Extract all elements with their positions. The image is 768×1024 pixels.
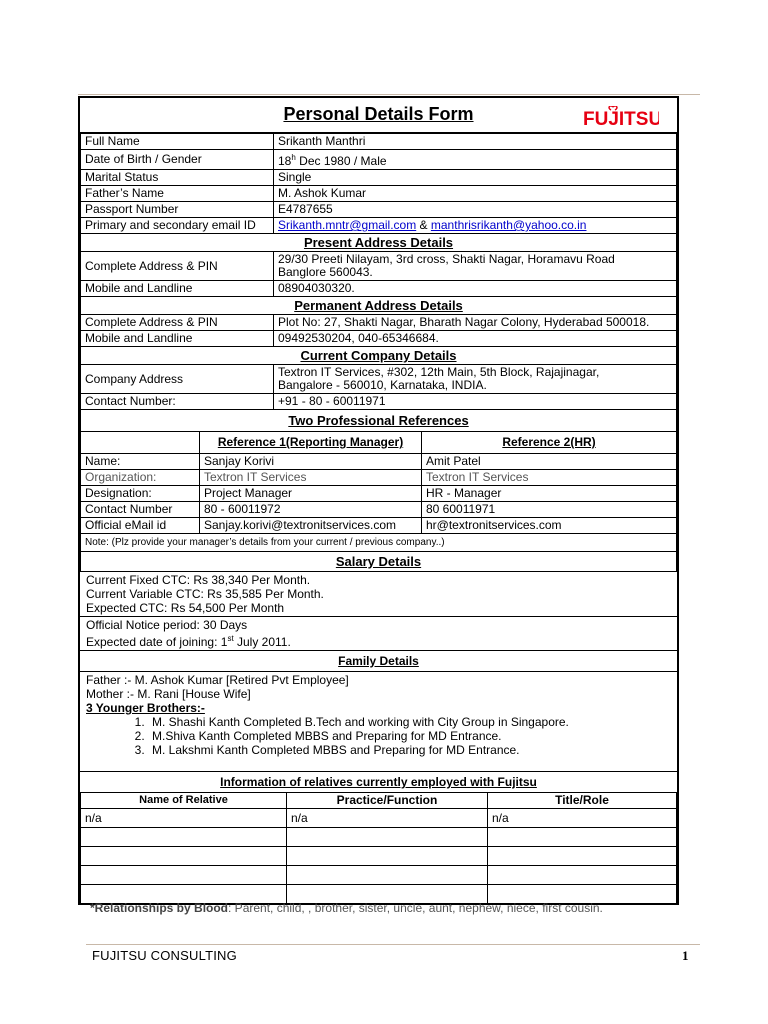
dob-day: 18 (278, 154, 292, 168)
label: Company Address (81, 365, 274, 394)
footnote-text: : Parent, child, , brother, sister, uncle, aunt, nephew, niece, first cousin. (228, 901, 603, 915)
table-row (81, 847, 677, 866)
value (274, 252, 677, 281)
salary-fixed: Current Fixed CTC: Rs 38,340 Per Month. (86, 573, 311, 587)
ref2-value: Textron IT Services (422, 470, 677, 486)
notice-block (80, 617, 677, 651)
section-heading-permanent: Permanent Address Details (81, 297, 677, 315)
value (274, 365, 677, 394)
col-practice-function: Practice/Function (287, 793, 488, 809)
ref2-value: hr@textronitservices.com (422, 518, 677, 534)
dob-rest: Dec 1980 / Male (295, 154, 387, 168)
value: Plot No: 27, Shakti Nagar, Bharath Nagar Colony, Hyderabad 500018. (274, 315, 677, 331)
dob-sup: h (291, 153, 296, 162)
section-heading-company: Current Company Details (81, 347, 677, 365)
joining-date (86, 632, 671, 649)
ref-row-organization (81, 470, 677, 486)
joining-pre: Expected date of joining: 1 (86, 635, 228, 649)
label: Mobile and Landline (81, 331, 274, 347)
present-heading-row (81, 234, 677, 252)
value: 08904030320. (274, 281, 677, 297)
label: Official eMail id (81, 518, 200, 534)
ref2-heading: Reference 2(HR) (422, 432, 677, 454)
row-email (81, 218, 677, 234)
company-heading-row (81, 347, 677, 365)
ref1-heading: Reference 1(Reporting Manager) (200, 432, 422, 454)
empty-cell (81, 847, 287, 866)
references-table (80, 432, 677, 572)
row-passport (81, 202, 677, 218)
label: Organization: (81, 470, 200, 486)
company-address-line1: Textron IT Services, #302, 12th Main, 5th Block, Rajajinagar, (278, 365, 600, 379)
relative-practice-cell: n/a (287, 809, 488, 828)
family-mother: Mother :- M. Rani [House Wife] (86, 687, 251, 701)
col-name-of-relative: Name of Relative (81, 793, 287, 809)
section-heading-references: Two Professional References (81, 410, 677, 432)
label: Contact Number: (81, 394, 274, 410)
ref-row-designation (81, 486, 677, 502)
row-company-address (81, 365, 677, 394)
notice-period: Official Notice period: 30 Days (86, 618, 248, 632)
relatives-table (80, 793, 677, 903)
blank-cell (81, 432, 200, 454)
value: 09492530204, 040-65346684. (274, 331, 677, 347)
relatives-header-row (81, 793, 677, 809)
col-title-role: Title/Role (488, 793, 677, 809)
title-row (80, 98, 677, 133)
value: M. Ashok Kumar (274, 186, 677, 202)
ref2-value: Amit Patel (422, 454, 677, 470)
page-title: Personal Details Form (283, 104, 474, 124)
ref-row-name (81, 454, 677, 470)
list-item: 2. M.Shiva Kanth Completed MBBS and Preparing for MD Entrance. (148, 729, 671, 743)
empty-cell (488, 847, 677, 866)
joining-sup: st (227, 634, 234, 643)
label: Designation: (81, 486, 200, 502)
value: E4787655 (274, 202, 677, 218)
salary-expected: Expected CTC: Rs 54,500 Per Month (86, 601, 285, 615)
ref1-value: Project Manager (200, 486, 422, 502)
row-dob (81, 150, 677, 170)
label: Date of Birth / Gender (81, 150, 274, 170)
value: Srikanth Manthri (274, 134, 677, 150)
row-permanent-address (81, 315, 677, 331)
secondary-email-link[interactable]: manthrisrikanth@yahoo.co.in (430, 218, 587, 232)
row-full-name (81, 134, 677, 150)
joining-post: July 2011. (233, 635, 291, 649)
salary-heading-row (81, 552, 677, 572)
label: Contact Number (81, 502, 200, 518)
label: Name: (81, 454, 200, 470)
label: Full Name (81, 134, 274, 150)
label: Father’s Name (81, 186, 274, 202)
salary-block (80, 572, 677, 617)
label: Mobile and Landline (81, 281, 274, 297)
relative-name-cell: n/a (81, 809, 287, 828)
ref2-value: 80 60011971 (422, 502, 677, 518)
references-note-row (81, 534, 677, 552)
empty-cell (287, 847, 488, 866)
list-item: 3. M. Lakshmi Kanth Completed MBBS and Preparing for MD Entrance. (148, 743, 671, 757)
present-address-line1: 29/30 Preeti Nilayam, 3rd cross, Shakti Nagar, Horamavu Road (278, 252, 615, 266)
empty-cell (488, 828, 677, 847)
table-row (81, 866, 677, 885)
fujitsu-logo-mark (583, 106, 659, 128)
fujitsu-logo-text: FUJITSU (583, 109, 659, 128)
row-present-mobile (81, 281, 677, 297)
footer-company: FUJITSU CONSULTING (92, 948, 237, 963)
empty-cell (287, 866, 488, 885)
label: Complete Address & PIN (81, 315, 274, 331)
value (274, 218, 677, 234)
brothers-list (86, 715, 671, 757)
header-rule (78, 94, 700, 95)
email-separator: & (416, 218, 431, 232)
present-address-line2: Banglore 560043. (278, 265, 373, 279)
relationships-footnote (90, 901, 603, 915)
row-marital (81, 170, 677, 186)
permanent-heading-row (81, 297, 677, 315)
row-present-address (81, 252, 677, 281)
footer-rule (86, 944, 700, 945)
ref1-value: 80 - 60011972 (200, 502, 422, 518)
ref1-value: Textron IT Services (200, 470, 422, 486)
value: Single (274, 170, 677, 186)
primary-email-link[interactable]: Srikanth.mntr@gmail.com (278, 218, 417, 232)
family-block (80, 672, 677, 772)
section-heading-family: Family Details (80, 651, 677, 672)
page-number: 1 (682, 948, 689, 963)
row-company-contact (81, 394, 677, 410)
empty-cell (81, 866, 287, 885)
company-address-line2: Bangalore - 560010, Karnataka, INDIA. (278, 378, 487, 392)
section-heading-salary: Salary Details (81, 552, 677, 572)
relatives-heading: Information of relatives currently employed with Fujitsu (80, 772, 677, 793)
ref2-value: HR - Manager (422, 486, 677, 502)
table-row (81, 809, 677, 828)
section-heading-present: Present Address Details (81, 234, 677, 252)
label: Primary and secondary email ID (81, 218, 274, 234)
ref-row-contact (81, 502, 677, 518)
row-father (81, 186, 677, 202)
personal-table (80, 133, 677, 432)
table-row (81, 828, 677, 847)
ref-row-email (81, 518, 677, 534)
references-note: Note: (Plz provide your manager’s details from your current / previous company..) (81, 534, 677, 552)
label: Passport Number (81, 202, 274, 218)
value: +91 - 80 - 60011971 (274, 394, 677, 410)
label: Marital Status (81, 170, 274, 186)
relative-title-cell: n/a (488, 809, 677, 828)
ref1-value: Sanjay Korivi (200, 454, 422, 470)
empty-cell (488, 866, 677, 885)
salary-variable: Current Variable CTC: Rs 35,585 Per Month. (86, 587, 324, 601)
references-header-row (81, 432, 677, 454)
ref1-value: Sanjay.korivi@textronitservices.com (200, 518, 422, 534)
fujitsu-logo (583, 106, 659, 133)
list-item: 1. M. Shashi Kanth Completed B.Tech and working with City Group in Singapore. (148, 715, 671, 729)
row-permanent-mobile (81, 331, 677, 347)
value (274, 150, 677, 170)
empty-cell (81, 828, 287, 847)
empty-cell (287, 828, 488, 847)
label: Complete Address & PIN (81, 252, 274, 281)
brothers-heading: 3 Younger Brothers:- (86, 701, 205, 715)
footnote-bold: *Relationships by Blood (90, 901, 229, 915)
personal-details-form (78, 96, 679, 905)
references-heading-row (81, 410, 677, 432)
family-father: Father :- M. Ashok Kumar [Retired Pvt Employee] (86, 673, 349, 687)
